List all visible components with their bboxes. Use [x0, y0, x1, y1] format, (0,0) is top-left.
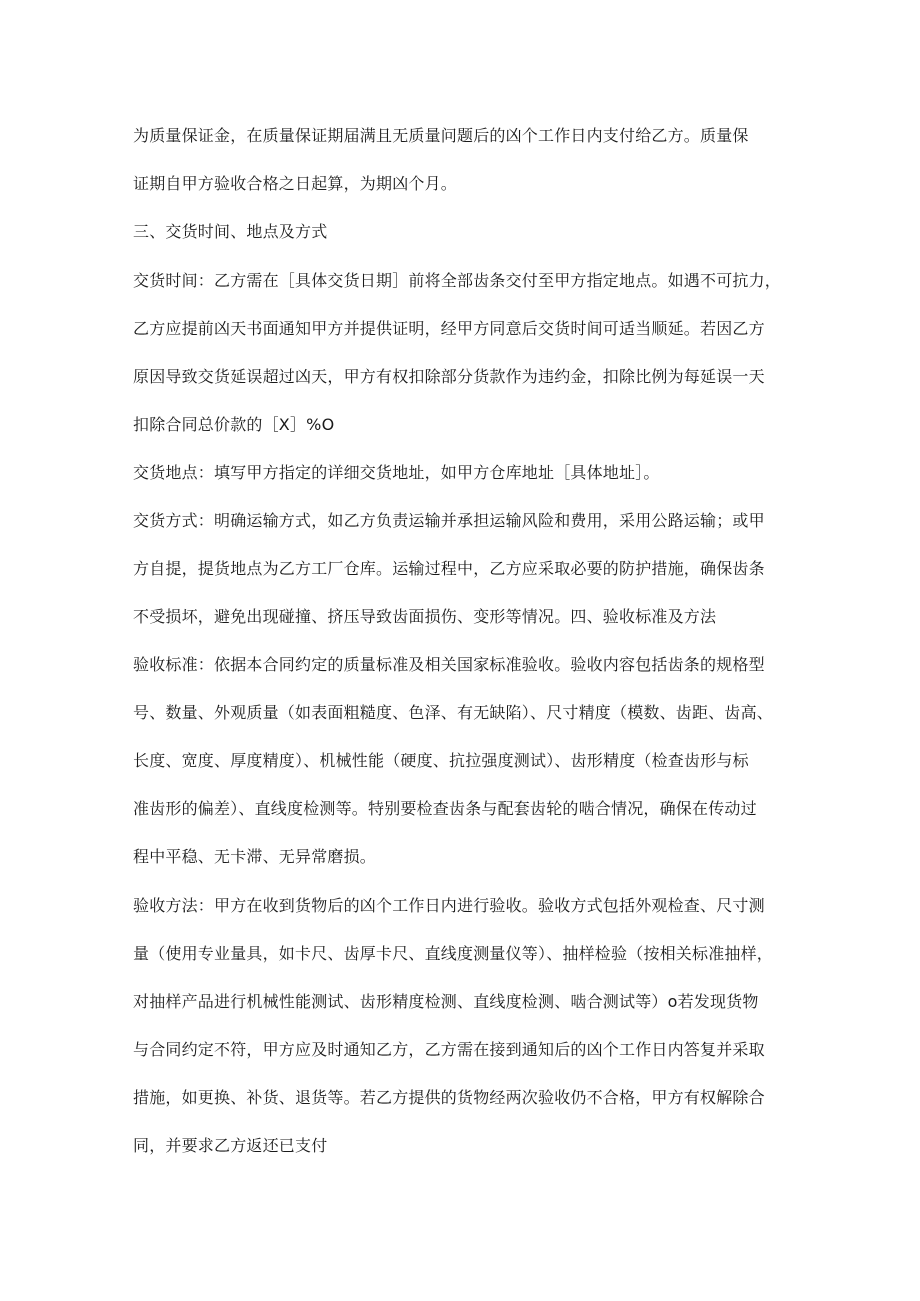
paragraph-line: 验收方法：甲方在收到货物后的凶个工作日内进行验收。验收方式包括外观检查、尺寸测 — [133, 896, 765, 915]
paragraph-line: 不受损坏，避免出现碰撞、挤压导致齿面损伤、变形等情况。四、验收标准及方法 — [133, 607, 717, 626]
paragraph-line: 交货时间：乙方需在［具体交货日期］前将全部齿条交付至甲方指定地点。如遇不可抗力， — [133, 271, 782, 290]
paragraph-line: 扣除合同总价款的［X］%O — [133, 415, 335, 434]
paragraph-line: 对抽样产品进行机械性能测试、齿形精度检测、直线度检测、啮合测试等）o若发现货物 — [133, 992, 759, 1011]
paragraph-line: 准齿形的偏差）、直线度检测等。特别要检查齿条与配套齿轮的啮合情况，确保在传动过 — [133, 799, 757, 818]
paragraph-line: 为质量保证金，在质量保证期届满且无质量问题后的凶个工作日内支付给乙方。质量保 — [133, 126, 749, 145]
paragraph-line: 原因导致交货延误超过凶天，甲方有权扣除部分货款作为违约金，扣除比例为每延误一天 — [133, 367, 765, 386]
paragraph-line: 乙方应提前凶天书面通知甲方并提供证明，经甲方同意后交货时间可适当顺延。若因乙方 — [133, 319, 765, 338]
paragraph-line: 交货方式：明确运输方式，如乙方负责运输并承担运输风险和费用，采用公路运输；或甲 — [133, 511, 765, 530]
section-heading: 三、交货时间、地点及方式 — [133, 222, 328, 241]
paragraph-line: 交货地点：填写甲方指定的详细交货地址，如甲方仓库地址［具体地址］。 — [133, 463, 660, 482]
paragraph-line: 量（使用专业量具，如卡尺、齿厚卡尺、直线度测量仪等）、抽样检验（按相关标准抽样， — [133, 944, 774, 963]
paragraph-line: 号、数量、外观质量（如表面粗糙度、色泽、有无缺陷）、尺寸精度（模数、齿距、齿高、 — [133, 703, 774, 722]
paragraph-line: 同，并要求乙方返还已支付 — [133, 1136, 328, 1155]
paragraph-line: 程中平稳、无卡滞、无异常磨损。 — [133, 847, 377, 866]
paragraph-line: 验收标准：依据本合同约定的质量标准及相关国家标准验收。验收内容包括齿条的规格型 — [133, 655, 765, 674]
paragraph-line: 与合同约定不符，甲方应及时通知乙方，乙方需在接到通知后的凶个工作日内答复并采取 — [133, 1040, 765, 1059]
paragraph-line: 证期自甲方验收合格之日起算，为期凶个月。 — [133, 174, 458, 193]
paragraph-line: 方自提，提货地点为乙方工厂仓库。运输过程中，乙方应采取必要的防护措施，确保齿条 — [133, 559, 765, 578]
paragraph-line: 长度、宽度、厚度精度）、机械性能（硬度、抗拉强度测试）、齿形精度（检查齿形与标 — [133, 751, 749, 770]
paragraph-line: 措施，如更换、补货、退货等。若乙方提供的货物经两次验收仍不合格，甲方有权解除合 — [133, 1088, 765, 1107]
